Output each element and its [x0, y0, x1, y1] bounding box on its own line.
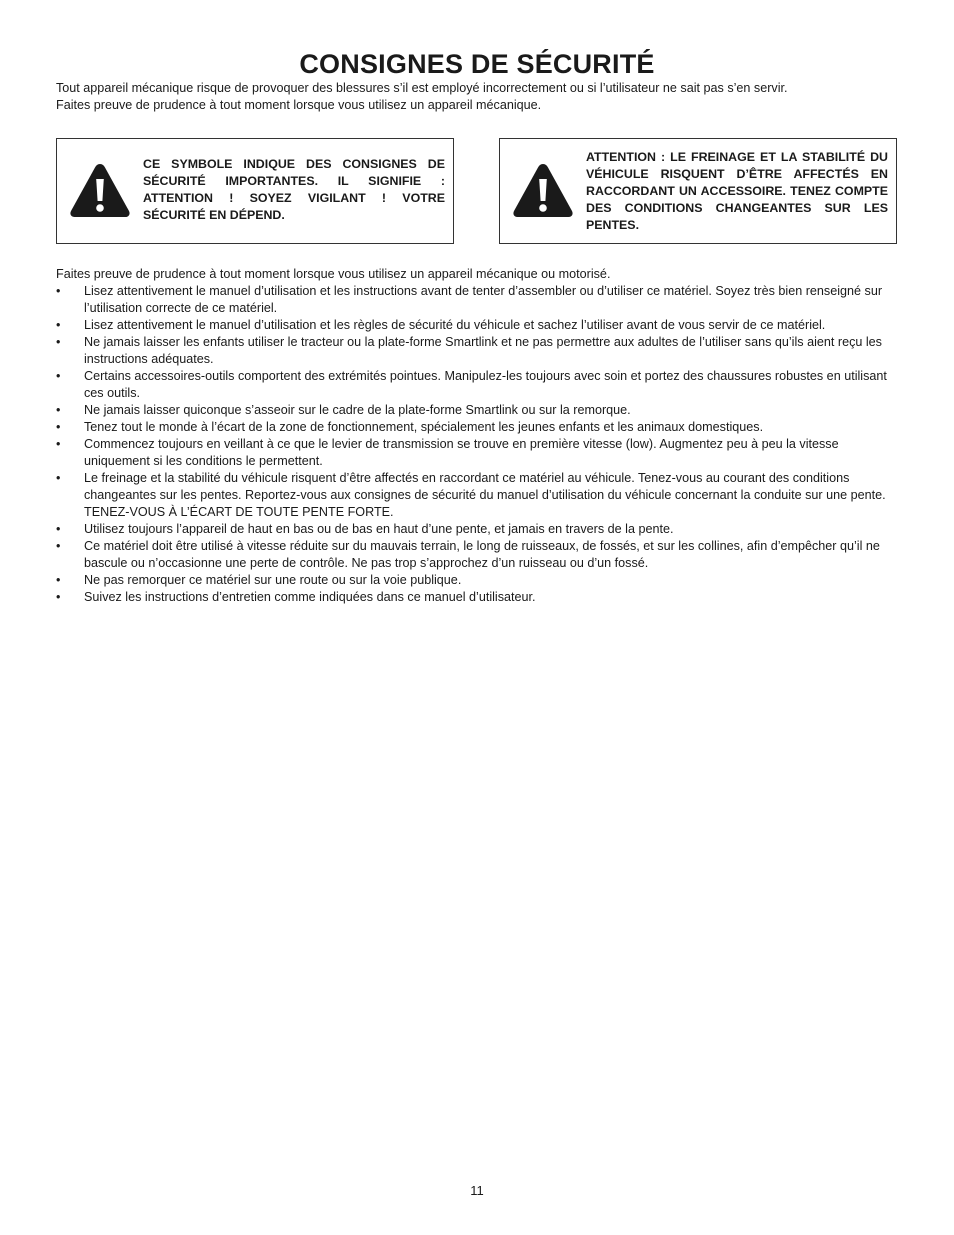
list-item [56, 368, 906, 402]
list-item-text: Utilisez toujours l’appareil de haut en bas ou de bas en haut d’une pente, et jamais en travers de la pente. [84, 522, 674, 536]
bullet-glyph: • [56, 573, 61, 587]
safety-symbol-box [56, 138, 454, 244]
bullet-glyph: • [56, 420, 61, 434]
list-item-text: Ne pas remorquer ce matériel sur une route ou sur la voie publique. [84, 573, 462, 587]
list-item-text: Lisez attentivement le manuel d’utilisation et les règles de sécurité du véhicule et sachez l’utiliser avant de vous servir de ce matériel. [84, 318, 826, 332]
safety-rules-list [56, 283, 906, 606]
list-item-text: Suivez les instructions d’entretien comme indiquées dans ce manuel d’utilisateur. [84, 590, 536, 604]
bullet-glyph: • [56, 437, 61, 451]
list-item [56, 572, 906, 589]
page-number: 11 [470, 1183, 484, 1198]
list-item-text: Ne jamais laisser quiconque s’asseoir sur le cadre de la plate-forme Smartlink ou sur la remorque. [84, 403, 631, 417]
intro-paragraph [56, 80, 906, 114]
list-item [56, 419, 906, 436]
bullet-glyph: • [56, 539, 61, 553]
list-item-text: Le freinage et la stabilité du véhicule risquent d’être affectés en raccordant ce matériel au véhicule. Tenez-vous au courant des conditions changeantes sur les pentes. Reportez-vous aux consignes de sécurité du manuel d’utilisation du véhicule concernant la conduite sur une pente. TENEZ-VOUS À L’ÉCART DE TOUTE PENTE FORTE. [84, 471, 886, 519]
bullet-glyph: • [56, 471, 61, 485]
safety-symbol-text: CE SYMBOLE INDIQUE DES CONSIGNES DE SÉCURITÉ IMPORTANTES. IL SIGNIFIE : ATTENTION ! SOYEZ VIGILANT ! VOTRE SÉCURITÉ EN DÉPEND. [143, 157, 445, 222]
safety-rules-section [56, 266, 906, 606]
list-item [56, 589, 906, 606]
page-title: CONSIGNES DE SÉCURITÉ [299, 49, 655, 79]
list-item [56, 334, 906, 368]
braking-warning-text: ATTENTION : LE FREINAGE ET LA STABILITÉ DU VÉHICULE RISQUENT D’ÊTRE AFFECTÉS EN RACCORDANT UN ACCESSOIRE. TENEZ COMPTE DES CONDITIONS CHANGEANTES SUR LES PENTES. [586, 150, 888, 232]
bullet-glyph: • [56, 403, 61, 417]
list-item [56, 283, 906, 317]
warning-triangle-icon [511, 161, 575, 219]
warning-triangle-icon [68, 161, 132, 219]
list-item [56, 470, 906, 521]
intro-line: Faites preuve de prudence à tout moment lorsque vous utilisez un appareil mécanique. [56, 98, 542, 112]
bullet-glyph: • [56, 522, 61, 536]
bullet-glyph: • [56, 590, 61, 604]
list-item [56, 538, 906, 572]
list-item-text: Ce matériel doit être utilisé à vitesse réduite sur du mauvais terrain, le long de ruisseaux, de fossés, et sur les collines, afin d’empêcher qu’il ne bascule ou n’occasionne une perte de contrôle. Ne pas trop s’approchez d’un ruisseau ou d’un fossé. [84, 539, 880, 570]
list-item [56, 521, 906, 538]
list-item-text: Lisez attentivement le manuel d’utilisation et les instructions avant de tenter d’assembler ou d’utiliser ce matériel. Soyez très bien renseigné sur l’utilisation correcte de ce matériel. [84, 284, 883, 315]
braking-warning-box [499, 138, 897, 244]
list-item [56, 317, 906, 334]
list-item-text: Ne jamais laisser les enfants utiliser le tracteur ou la plate-forme Smartlink et ne pas permettre aux adultes de l’utiliser sans qu’ils aient reçu les instructions adéquates. [84, 335, 882, 366]
list-item-text: Tenez tout le monde à l’écart de la zone de fonctionnement, spécialement les jeunes enfants et les animaux domestiques. [84, 420, 764, 434]
list-item-text: Certains accessoires-outils comportent des extrémités pointues. Manipulez-les toujours avec soin et portez des chaussures robustes en utilisant ces outils. [84, 369, 887, 400]
bullet-glyph: • [56, 369, 61, 383]
list-item [56, 436, 906, 470]
rules-lead: Faites preuve de prudence à tout moment lorsque vous utilisez un appareil mécanique ou motorisé. [56, 267, 611, 281]
list-item [56, 402, 906, 419]
bullet-glyph: • [56, 335, 61, 349]
list-item-text: Commencez toujours en veillant à ce que le levier de transmission se trouve en première vitesse (low). Augmentez peu à peu la vitesse uniquement si les conditions le permettent. [84, 437, 839, 468]
bullet-glyph: • [56, 284, 61, 298]
intro-line: Tout appareil mécanique risque de provoquer des blessures s’il est employé incorrectement ou si l’utilisateur ne sait pas s’en servir. [56, 81, 788, 95]
bullet-glyph: • [56, 318, 61, 332]
